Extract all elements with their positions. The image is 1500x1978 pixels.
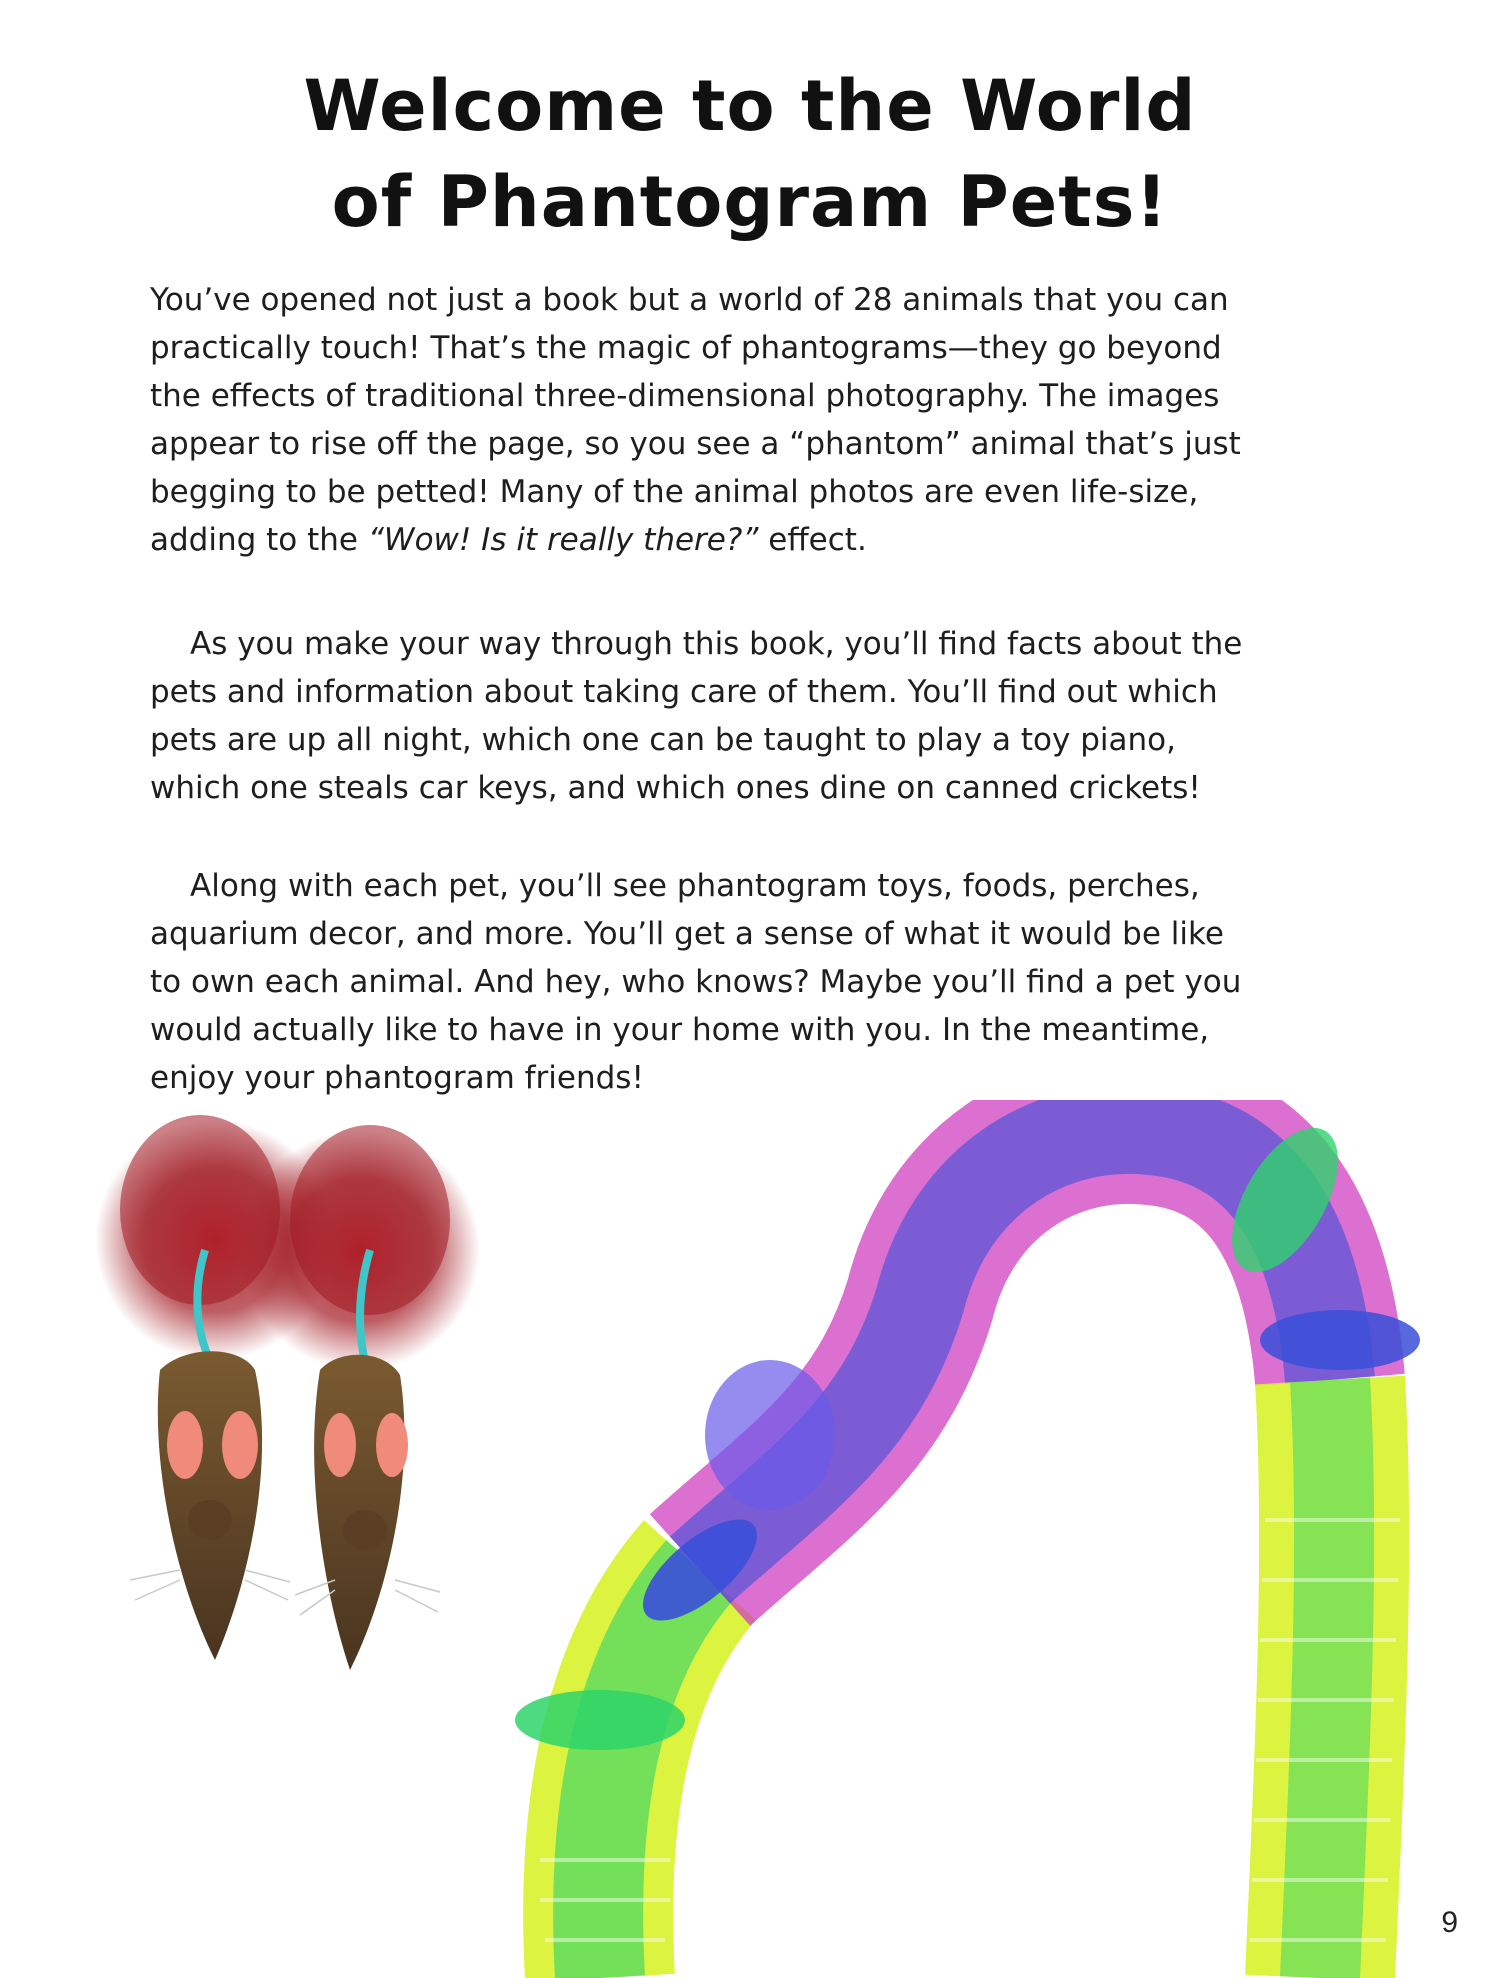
page-number: 9	[1441, 1906, 1458, 1939]
paragraph-line: appear to rise off the page, so you see a “phantom” animal that’s just	[150, 426, 1241, 462]
line-suffix: effect.	[758, 522, 867, 558]
line-prefix: adding to the	[150, 522, 368, 558]
paragraph-line	[150, 516, 1340, 564]
paragraph-line: begging to be petted! Many of the animal photos are even life-size,	[150, 474, 1199, 510]
paragraph-line: You’ve opened not just a book but a world of 28 animals that you can	[150, 282, 1229, 318]
intro-paragraph	[150, 276, 1340, 564]
paragraph-line: pets and information about taking care of them. You’ll find out which	[150, 674, 1218, 710]
paragraph-line: aquarium decor, and more. You’ll get a sense of what it would be like	[150, 916, 1224, 952]
paragraph-line: to own each animal. And hey, who knows? Maybe you’ll find a pet you	[150, 964, 1242, 1000]
paragraph-line: Along with each pet, you’ll see phantogram toys, foods, perches,	[190, 868, 1200, 904]
paragraph-line: which one steals car keys, and which ones dine on canned crickets!	[150, 770, 1201, 806]
italic-quote: “Wow! Is it really there?”	[367, 522, 759, 558]
paragraph-line: As you make your way through this book, you’ll find facts about the	[190, 626, 1243, 662]
toy-mouse-right	[240, 1125, 480, 1670]
paragraph-line: practically touch! That’s the magic of phantograms—they go beyond	[150, 330, 1222, 366]
title-line-2: of Phantogram Pets!	[331, 161, 1169, 243]
toys-paragraph	[150, 862, 1340, 1102]
page-title	[0, 58, 1500, 250]
paragraph-line: would actually like to have in your home with you. In the meantime,	[150, 1012, 1210, 1048]
paragraph-line: the effects of traditional three-dimensional photography. The images	[150, 378, 1220, 414]
phantogram-illustration	[0, 1100, 1500, 1978]
tube-tunnel-image	[515, 1111, 1420, 1978]
paragraph-line: pets are up all night, which one can be taught to play a toy piano,	[150, 722, 1176, 758]
facts-paragraph	[150, 620, 1340, 812]
toy-mice-image	[95, 1115, 480, 1670]
title-line-1: Welcome to the World	[303, 65, 1197, 147]
paragraph-line: enjoy your phantogram friends!	[150, 1060, 644, 1096]
